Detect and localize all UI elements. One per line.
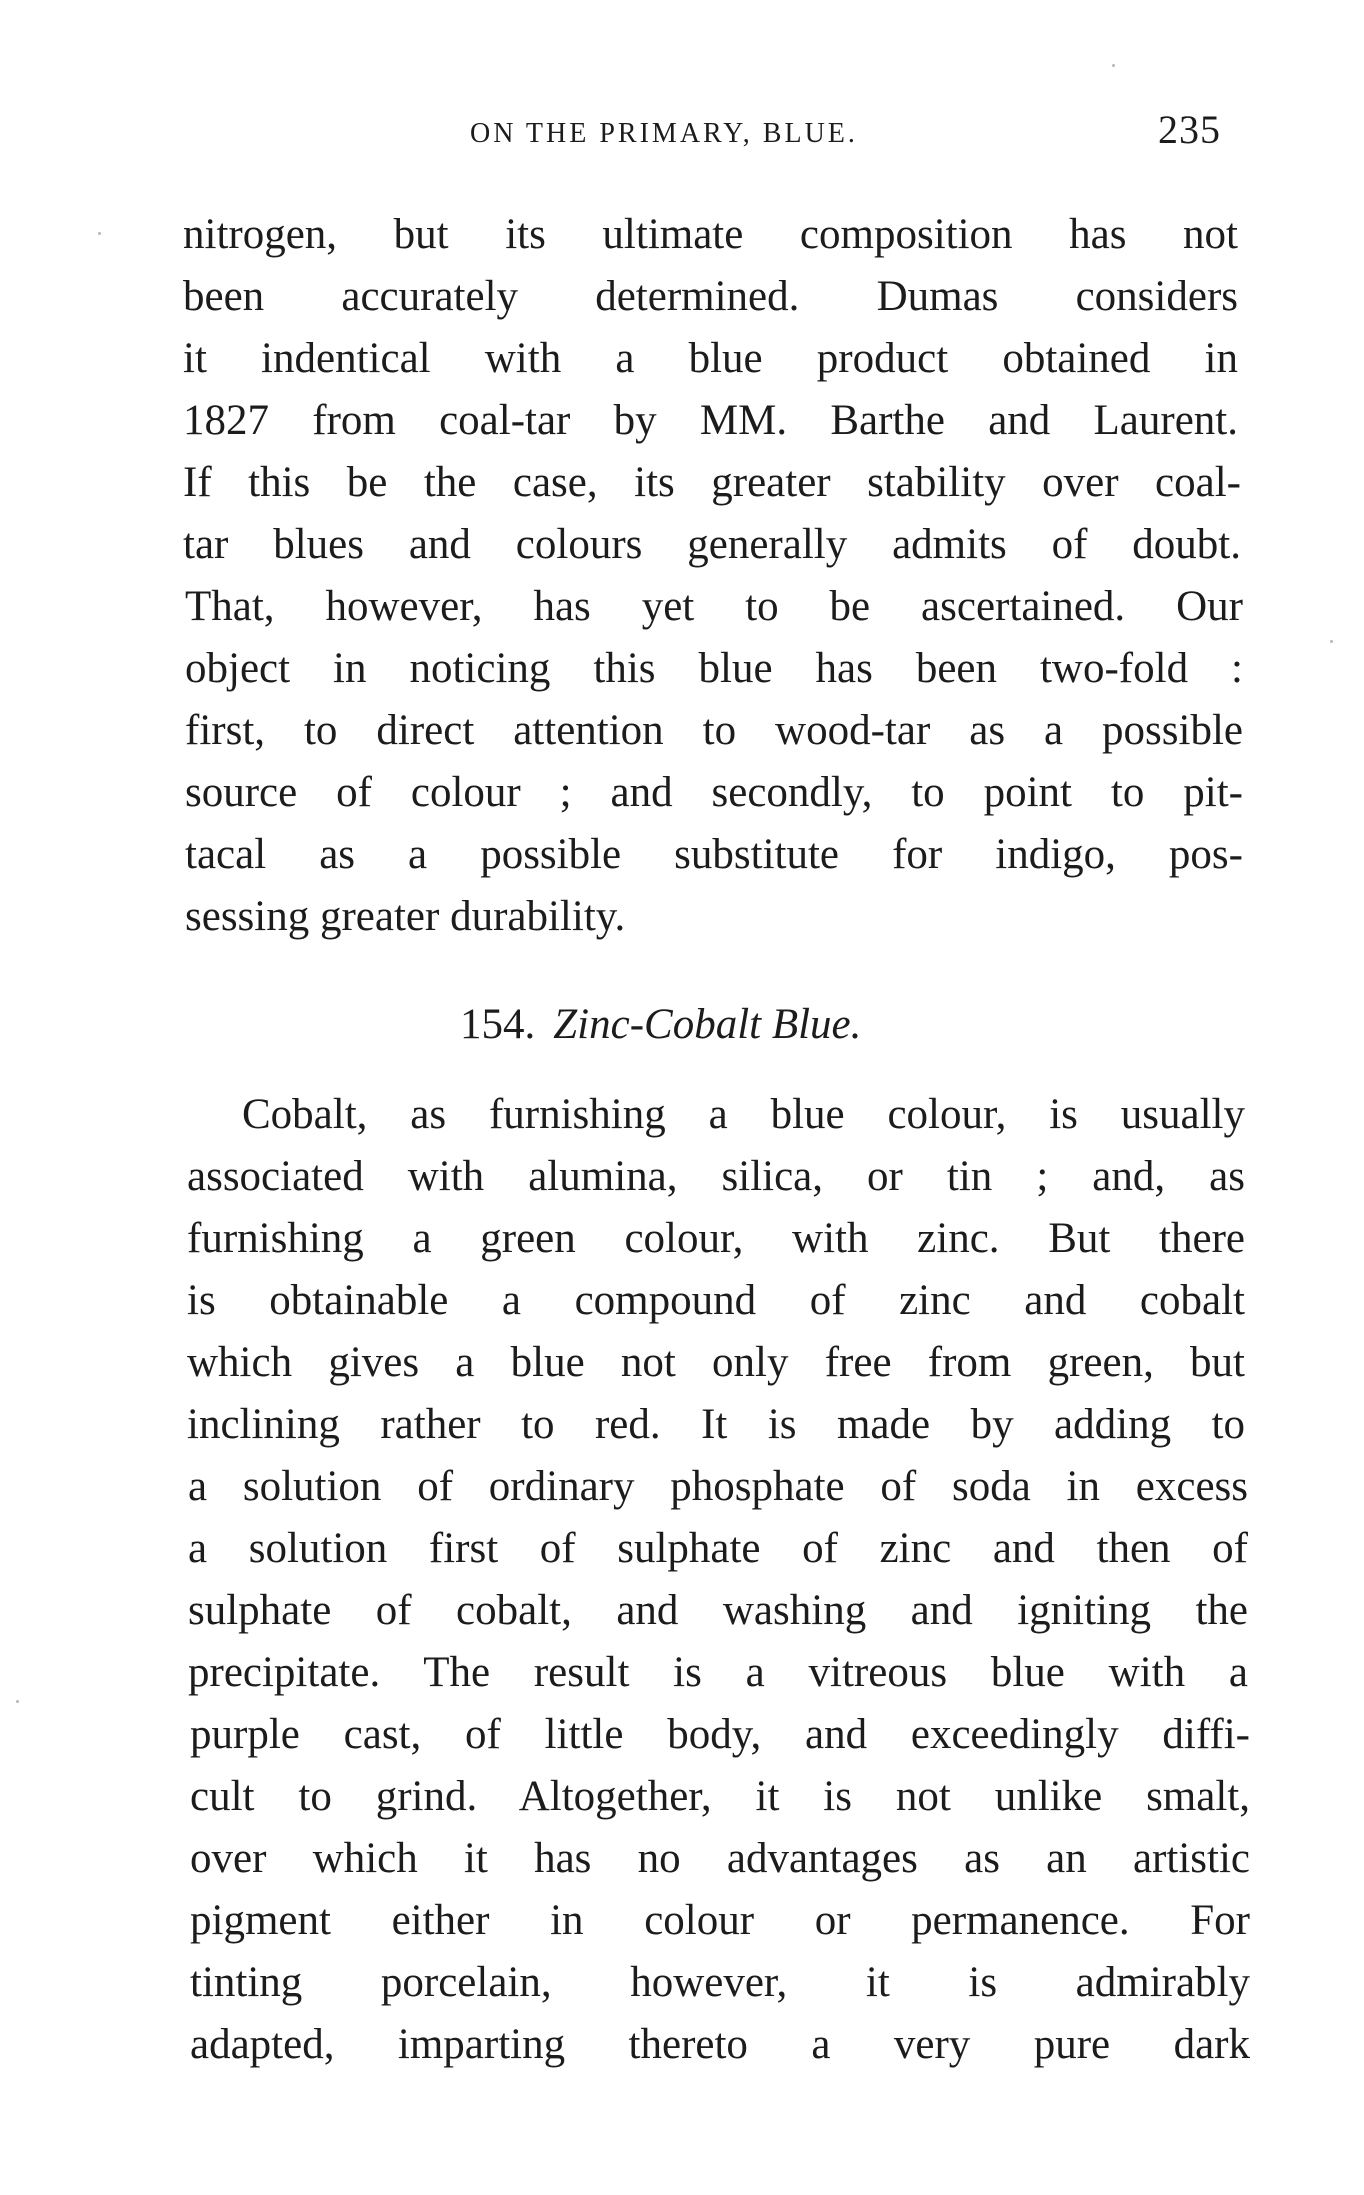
paper-speck: [16, 1700, 19, 1703]
paragraph-1-line: source of colour ; and secondly, to point to pit-: [185, 769, 1243, 816]
paper-speck: [98, 232, 101, 235]
running-head: ON THE PRIMARY, BLUE.: [470, 118, 858, 149]
paragraph-1-line: first, to direct attention to wood-tar as a possible: [185, 707, 1243, 754]
paragraph-2-line: Cobalt, as furnishing a blue colour, is usually: [242, 1091, 1245, 1138]
paragraph-1-line: sessing greater durability.: [185, 893, 626, 940]
page-number: 235: [1158, 107, 1221, 152]
paragraph-1-line: tacal as a possible substitute for indigo, pos-: [185, 831, 1243, 878]
paragraph-1-line: been accurately determined. Dumas considers: [183, 273, 1238, 320]
paragraph-1-line: object in noticing this blue has been two-fold :: [185, 645, 1243, 692]
paragraph-1-line: it indentical with a blue product obtained in: [183, 335, 1238, 382]
paragraph-2-line: inclining rather to red. It is made by adding to: [187, 1401, 1245, 1448]
paragraph-2-line: sulphate of cobalt, and washing and igniting the: [188, 1587, 1248, 1634]
paragraph-1-line: 1827 from coal-tar by MM. Barthe and Laurent.: [183, 397, 1238, 444]
paragraph-2-line: pigment either in colour or permanence. For: [190, 1897, 1250, 1944]
paragraph-2-line: purple cast, of little body, and exceedingly diffi-: [190, 1711, 1250, 1758]
paragraph-2-line: a solution of ordinary phosphate of soda in excess: [188, 1463, 1248, 1510]
paragraph-2-line: tinting porcelain, however, it is admirably: [190, 1959, 1250, 2006]
paragraph-2-line: over which it has no advantages as an artistic: [190, 1835, 1250, 1882]
paragraph-1-line: tar blues and colours generally admits of doubt.: [183, 521, 1241, 568]
paragraph-2-line: furnishing a green colour, with zinc. But there: [187, 1215, 1245, 1262]
paragraph-2-line: which gives a blue not only free from green, but: [187, 1339, 1245, 1386]
paragraph-1-line: If this be the case, its greater stability over coal-: [183, 459, 1241, 506]
paragraph-1-line: That, however, has yet to be ascertained. Our: [185, 583, 1243, 630]
paragraph-1-line: nitrogen, but its ultimate composition has not: [183, 211, 1238, 258]
paragraph-2-line: adapted, imparting thereto a very pure dark: [190, 2021, 1250, 2068]
paper-speck: [1112, 64, 1115, 67]
paper-speck: [1330, 640, 1333, 643]
paragraph-2-line: is obtainable a compound of zinc and cobalt: [187, 1277, 1245, 1324]
paragraph-2-line: a solution first of sulphate of zinc and then of: [188, 1525, 1248, 1572]
paragraph-2-line: precipitate. The result is a vitreous blue with a: [188, 1649, 1248, 1696]
paragraph-2-line: cult to grind. Altogether, it is not unlike smalt,: [190, 1773, 1250, 1820]
section-heading: [460, 1000, 861, 1049]
paragraph-2-line: associated with alumina, silica, or tin ; and, as: [187, 1153, 1245, 1200]
section-title: Zinc-Cobalt Blue.: [553, 1001, 862, 1048]
section-number: 154.: [460, 1001, 536, 1048]
